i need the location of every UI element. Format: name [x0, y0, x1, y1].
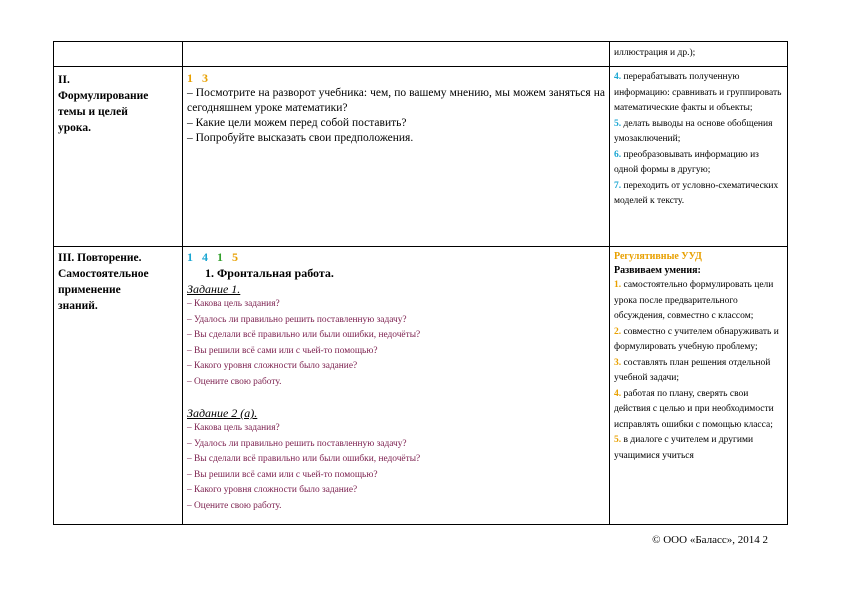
skills-cell — [610, 247, 788, 525]
stage-line: Формулирование — [58, 90, 149, 102]
teacher-line: – Попробуйте высказать свои предположения. — [187, 132, 414, 144]
skill-item: 4. работая по плану, сверять свои действия с целью и при необходимости исправлять ошибки с помощью класса; — [614, 388, 774, 430]
slide-number: 5 — [232, 250, 239, 264]
content-cell — [183, 42, 610, 67]
question: – Вы решили всё сами или с чьей-то помощью? — [187, 469, 378, 480]
skill-item: 6. преобразовывать информацию из одной формы в другую; — [614, 149, 759, 175]
question: – Какова цель задания? — [187, 299, 280, 309]
question: – Какова цель задания? — [187, 423, 280, 433]
slide-number: 3 — [202, 71, 209, 85]
task-title: Задание 2 (а). — [187, 406, 258, 420]
question: – Вы сделали всё правильно или были ошибки, недочёты? — [187, 330, 421, 340]
stage-line: Самостоятельное — [58, 268, 149, 280]
question: – Удалось ли правильно решить поставленную задачу? — [187, 438, 407, 449]
stage-line: применение — [58, 284, 121, 296]
reflection-questions — [187, 297, 605, 390]
table-row — [54, 42, 788, 67]
skill-item: 5. в диалоге с учителем и другими учащимися учиться — [614, 435, 754, 461]
stage-cell — [54, 67, 183, 247]
skills-cell — [610, 42, 788, 67]
slide-number: 1 — [187, 71, 194, 85]
stage-line: урока. — [58, 122, 91, 134]
stage-line: темы и целей — [58, 106, 128, 118]
reflection-questions — [187, 421, 605, 514]
question: – Вы сделали всё правильно или были ошибки, недочёты? — [187, 454, 421, 464]
slide-numbers — [187, 248, 605, 265]
table-row — [54, 247, 788, 525]
copyright-footer: © ООО «Баласс», 2014 2 — [652, 534, 768, 546]
skill-item: 2. совместно с учителем обнаруживать и формулировать учебную проблему; — [614, 326, 779, 352]
question: – Оцените свою работу. — [187, 500, 282, 511]
stage-cell — [54, 247, 183, 525]
task-title: Задание 1. — [187, 282, 241, 296]
section-heading: 1. Фронтальная работа. — [205, 266, 334, 280]
question: – Какого уровня сложности было задание? — [187, 485, 358, 495]
slide-numbers — [187, 68, 605, 86]
content-cell — [183, 247, 610, 525]
skill-item: 3. составлять план решения отдельной учебной задачи; — [614, 357, 771, 383]
skills-list — [614, 68, 783, 210]
stage-line: III. Повторение. — [58, 252, 142, 264]
slide-number: 4 — [202, 250, 209, 264]
skill-item: 4. перерабатывать полученную информацию: сравнивать и группировать математические факты и объекты; — [614, 72, 782, 113]
skills-cell — [610, 67, 788, 247]
skill-item: 5. делать выводы на основе обобщения умозаключений; — [614, 118, 773, 144]
teacher-line: – Какие цели можем перед собой поставить? — [187, 117, 407, 129]
question: – Вы решили всё сами или с чьей-то помощью? — [187, 345, 378, 356]
question: – Какого уровня сложности было задание? — [187, 361, 358, 371]
skills-list — [614, 278, 783, 464]
skills-text: иллюстрация и др.); — [614, 48, 696, 58]
lesson-table — [53, 41, 788, 525]
teacher-line: – Посмотрите на разворот учебника: чем, по вашему мнению, мы можем заняться на сегодняшнем уроке математики? — [187, 87, 605, 114]
skills-title: Регулятивные УУД — [614, 251, 702, 262]
skill-item: 1. самостоятельно формулировать цели урока после предварительного обсуждения, совместно с классом; — [614, 280, 774, 321]
question: – Удалось ли правильно решить поставленную задачу? — [187, 314, 407, 325]
skill-item: 7. переходить от условно-схематических моделей к тексту. — [614, 180, 779, 206]
question: – Оцените свою работу. — [187, 376, 282, 387]
stage-line: знаний. — [58, 300, 98, 312]
stage-cell — [54, 42, 183, 67]
stage-line: II. — [58, 74, 70, 86]
table-row — [54, 67, 788, 247]
slide-number: 1 — [187, 250, 194, 264]
content-cell — [183, 67, 610, 247]
skills-subtitle: Развиваем умения: — [614, 265, 701, 276]
slide-number: 1 — [217, 250, 224, 264]
